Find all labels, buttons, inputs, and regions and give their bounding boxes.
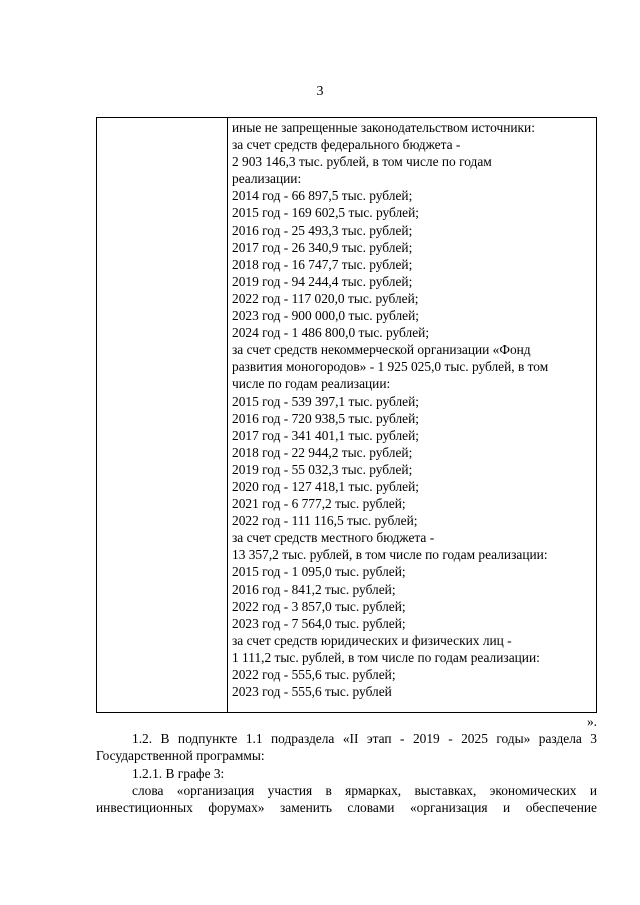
- table-line: 2015 год - 169 602,5 тыс. рублей;: [232, 205, 419, 221]
- table-line: 2022 год - 555,6 тыс. рублей;: [232, 667, 396, 682]
- table-line: 2022 год - 117 020,0 тыс. рублей;: [232, 290, 419, 306]
- table-line: 2021 год - 6 777,2 тыс. рублей;: [232, 496, 406, 512]
- paragraph-subitem: 1.2.1. В графе 3:: [132, 765, 225, 781]
- closing-quote: ».: [586, 714, 597, 729]
- table-column-divider: [227, 118, 228, 712]
- table-line: за счет средств федерального бюджета -: [232, 137, 461, 153]
- table-line: 2017 год - 26 340,9 тыс. рублей;: [232, 239, 413, 255]
- table-line: развития моногородов» - 1 925 025,0 тыс. рублей, в том: [232, 359, 549, 375]
- table-line: 2018 год - 16 747,7 тыс. рублей;: [232, 256, 413, 272]
- table-line: числе по годам реализации:: [232, 376, 391, 392]
- table-line: за счет средств некоммерческой организации «Фонд: [232, 342, 531, 358]
- page-number: 3: [316, 84, 324, 99]
- table-line: 2022 год - 111 116,5 тыс. рублей;: [232, 513, 418, 529]
- table-line: 2014 год - 66 897,5 тыс. рублей;: [232, 188, 413, 204]
- table-line: 2023 год - 7 564,0 тыс. рублей;: [232, 615, 406, 631]
- table-line: 2015 год - 539 397,1 тыс. рублей;: [232, 393, 419, 409]
- paragraph-amendment: 1.2. В подпункте 1.1 подраздела «II этап - 2019 - 2025 годы» раздела 3 Государственной программы:: [96, 731, 597, 764]
- paragraph-replacement: слова «организация участия в ярмарках, выставках, экономических и инвестиционных форумах» заменить словами «организация и обеспечение: [96, 782, 597, 816]
- table-line: 2016 год - 720 938,5 тыс. рублей;: [232, 410, 419, 426]
- funding-table: [96, 117, 597, 713]
- table-line: 2019 год - 55 032,3 тыс. рублей;: [232, 461, 413, 477]
- table-right-cell: [232, 119, 594, 700]
- table-line: 2022 год - 3 857,0 тыс. рублей;: [232, 598, 406, 614]
- table-line: 13 357,2 тыс. рублей, в том числе по годам реализации:: [232, 547, 548, 563]
- table-line: 2017 год - 341 401,1 тыс. рублей;: [232, 427, 419, 443]
- table-line: 2019 год - 94 244,4 тыс. рублей;: [232, 273, 413, 289]
- table-line: 2016 год - 841,2 тыс. рублей;: [232, 581, 396, 597]
- table-line: 2015 год - 1 095,0 тыс. рублей;: [232, 564, 406, 580]
- table-line: 2023 год - 555,6 тыс. рублей: [232, 684, 392, 700]
- table-line: 2020 год - 127 418,1 тыс. рублей;: [232, 478, 419, 494]
- table-line: иные не запрещенные законодательством источники:: [232, 120, 535, 135]
- table-line: за счет средств местного бюджета -: [232, 530, 435, 546]
- table-line: 2023 год - 900 000,0 тыс. рублей;: [232, 308, 419, 324]
- table-line: 2016 год - 25 493,3 тыс. рублей;: [232, 222, 413, 238]
- table-line: 1 111,2 тыс. рублей, в том числе по годам реализации:: [232, 649, 540, 665]
- table-line: реализации:: [232, 171, 302, 187]
- table-line: 2 903 146,3 тыс. рублей, в том числе по годам: [232, 154, 492, 170]
- table-line: 2024 год - 1 486 800,0 тыс. рублей;: [232, 325, 430, 341]
- table-line: за счет средств юридических и физических лиц -: [232, 632, 512, 648]
- table-left-cell: [97, 118, 227, 712]
- table-line: 2018 год - 22 944,2 тыс. рублей;: [232, 444, 413, 460]
- body-text: [96, 730, 597, 816]
